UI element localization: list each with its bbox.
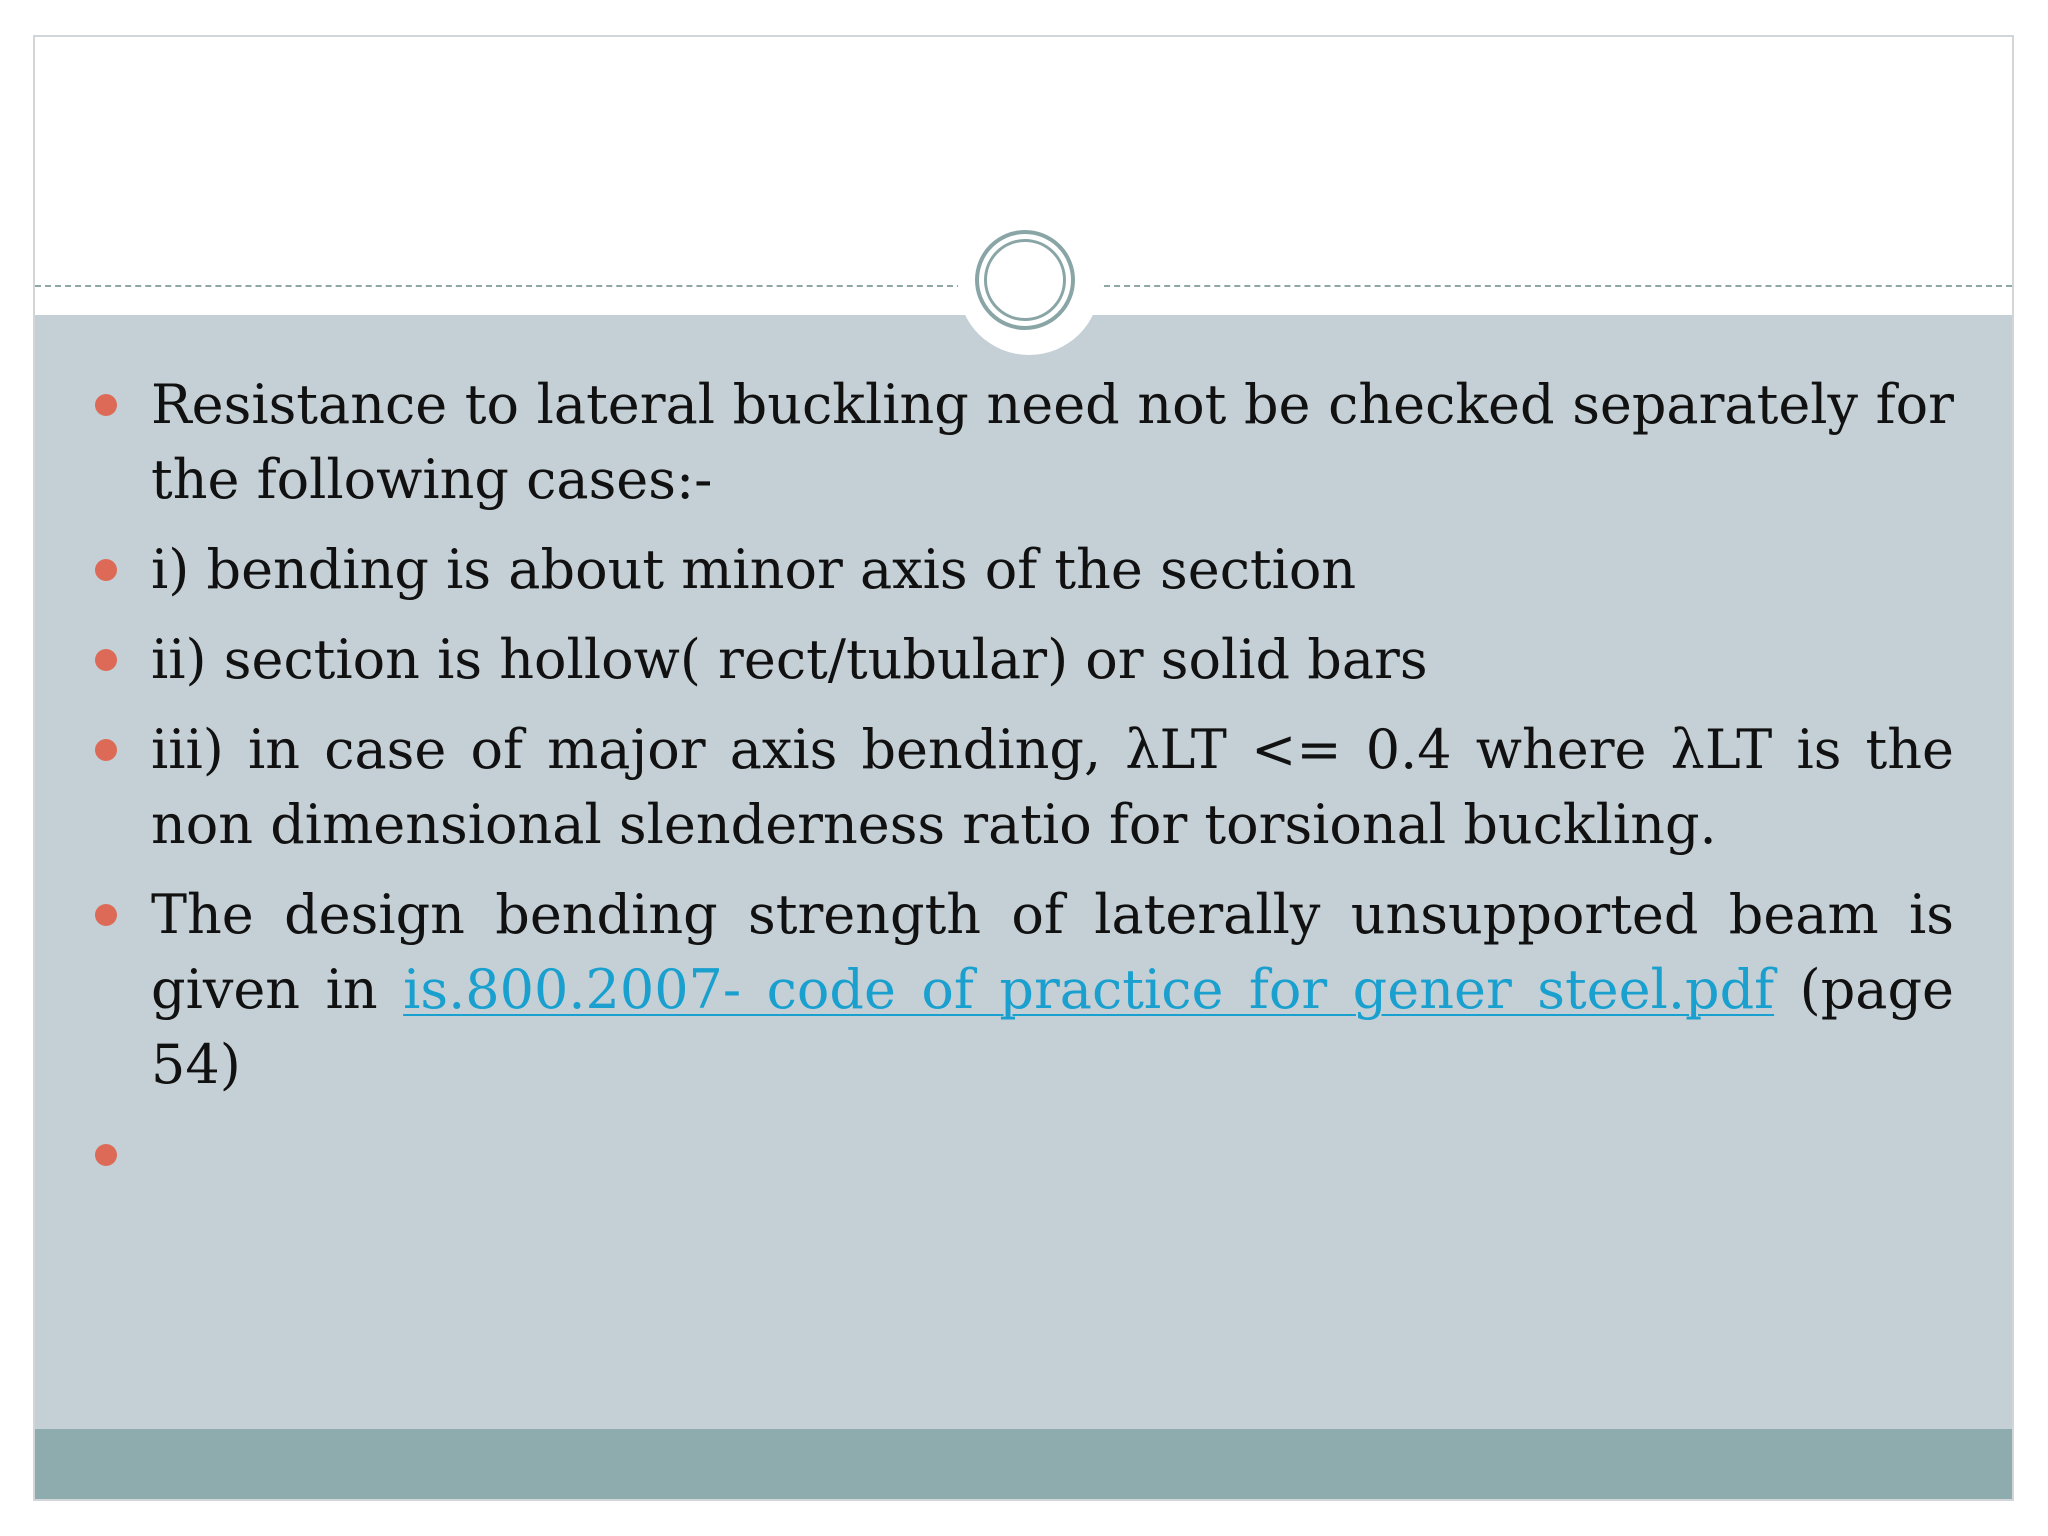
bullet-list	[35, 357, 2012, 1207]
bullet-text: i) bending is about minor axis of the section	[151, 538, 1357, 601]
bullet-item	[35, 532, 2012, 607]
bullet-text: Resistance to lateral buckling need not be checked separately for the following cases:-	[151, 373, 1954, 511]
circle-ornament-icon	[975, 230, 1075, 330]
bullet-dot-icon	[95, 394, 117, 416]
bullet-item-empty	[35, 1117, 2012, 1192]
divider-line-right	[1094, 285, 2012, 287]
bullet-text: ii) section is hollow( rect/tubular) or solid bars	[151, 628, 1428, 691]
bullet-item	[35, 367, 2012, 517]
divider-line-left	[35, 285, 963, 287]
footer-bar	[35, 1429, 2012, 1499]
slide	[33, 35, 2014, 1501]
bullet-dot-icon	[95, 1144, 117, 1166]
bullet-dot-icon	[95, 739, 117, 761]
bullet-item	[35, 712, 2012, 862]
bullet-text-before-link: The design bending strength of laterally unsupported beam is given in	[151, 883, 1954, 1021]
pdf-document-link[interactable]: is.800.2007- code of practice for gener steel.pdf	[403, 958, 1775, 1021]
bullet-text: iii) in case of major axis bending, λLT <= 0.4 where λLT is the non dimensional slenderness ratio for torsional buckling.	[151, 718, 1954, 856]
bullet-item	[35, 622, 2012, 697]
bullet-dot-icon	[95, 904, 117, 926]
bullet-item	[35, 877, 2012, 1102]
bullet-text-after-link: (page 54)	[151, 958, 1954, 1096]
bullet-dot-icon	[95, 649, 117, 671]
bullet-dot-icon	[95, 559, 117, 581]
